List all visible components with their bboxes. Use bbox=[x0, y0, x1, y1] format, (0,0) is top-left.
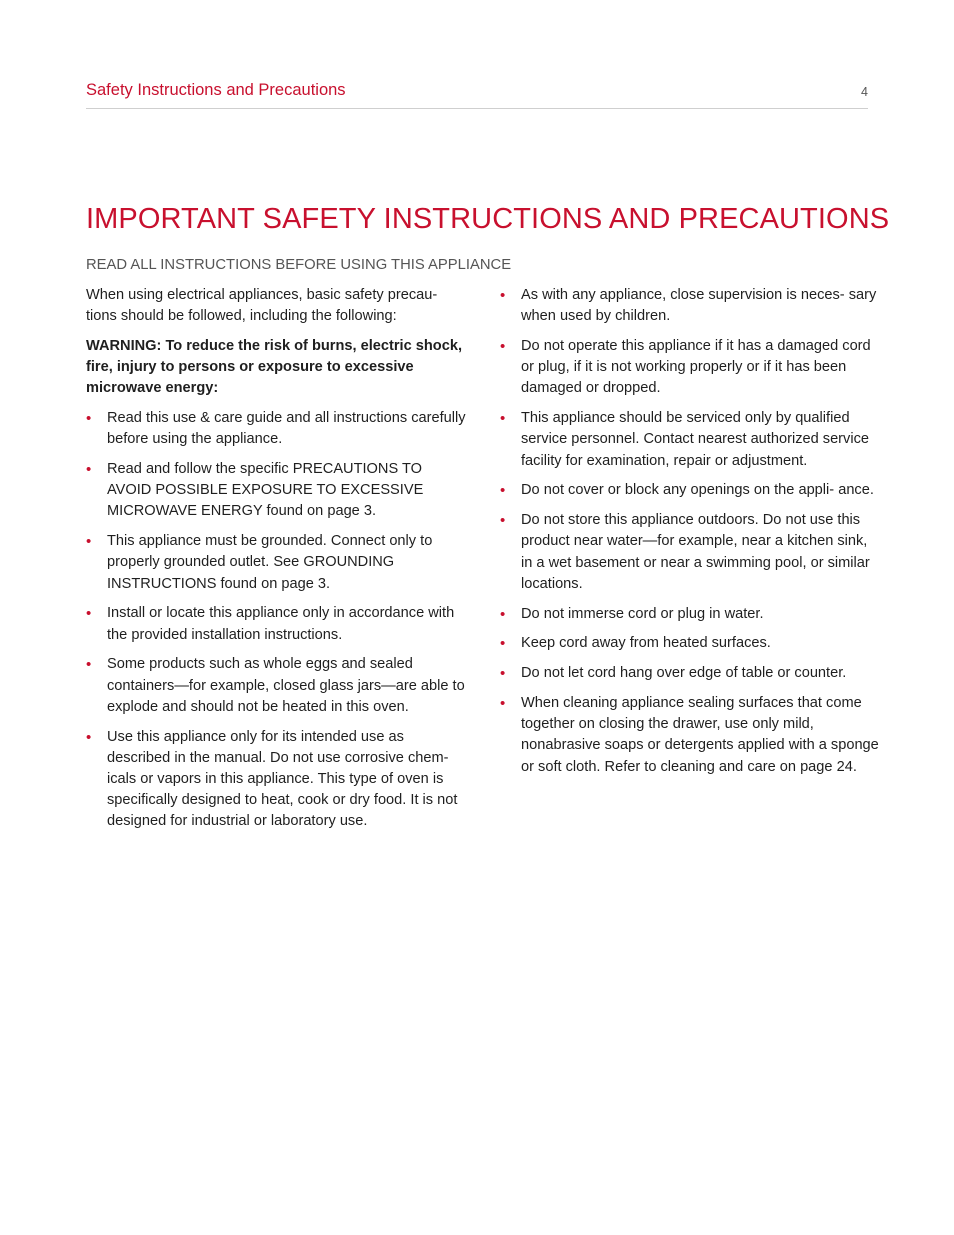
bullet-icon: • bbox=[500, 512, 506, 530]
left-bullet-list bbox=[86, 408, 468, 833]
list-item-text: Install or locate this appliance only in accordance with the provided installation instructions. bbox=[107, 605, 455, 643]
bullet-icon: • bbox=[500, 482, 506, 500]
bullet-icon: • bbox=[86, 461, 92, 479]
right-column bbox=[500, 285, 882, 786]
list-item bbox=[500, 510, 882, 595]
bullet-icon: • bbox=[500, 287, 506, 304]
list-item-text: Read this use & care guide and all instructions carefully before using the appliance. bbox=[107, 410, 466, 448]
bullet-icon: • bbox=[86, 533, 92, 551]
list-item-text: This appliance must be grounded. Connect only to properly grounded outlet. See GROUNDING INSTRUCTIONS found on page 3. bbox=[107, 533, 433, 592]
page-number: 4 bbox=[861, 85, 868, 99]
list-item bbox=[86, 408, 468, 450]
bullet-icon: • bbox=[86, 728, 92, 746]
list-item bbox=[500, 285, 882, 327]
list-item bbox=[86, 531, 468, 595]
bullet-icon: • bbox=[500, 635, 506, 653]
list-item-text: Do not operate this appliance if it has a damaged cord or plug, if it is not working properly or if it has been damaged or dropped. bbox=[521, 338, 871, 397]
list-item-text: This appliance should be serviced only by qualified service personnel. Contact nearest authorized service facility for examination, repair or adjustment. bbox=[521, 410, 869, 469]
section-title: Safety Instructions and Precautions bbox=[86, 81, 346, 99]
list-item bbox=[500, 604, 882, 625]
bullet-icon: • bbox=[500, 410, 506, 428]
list-item-text: Do not cover or block any openings on the appli- ance. bbox=[521, 482, 874, 499]
list-item bbox=[500, 633, 882, 654]
list-item-text: Do not let cord hang over edge of table or counter. bbox=[521, 665, 847, 682]
list-item bbox=[500, 693, 882, 778]
list-item-text: As with any appliance, close supervision is neces- sary when used by children. bbox=[521, 287, 877, 325]
bullet-icon: • bbox=[500, 695, 506, 712]
list-item bbox=[86, 654, 468, 718]
page-subtitle: READ ALL INSTRUCTIONS BEFORE USING THIS APPLIANCE bbox=[86, 257, 512, 273]
bullet-icon: • bbox=[86, 410, 92, 428]
list-item bbox=[500, 663, 882, 684]
bullet-icon: • bbox=[500, 605, 506, 623]
list-item bbox=[500, 336, 882, 400]
bullet-icon: • bbox=[86, 656, 92, 674]
bullet-icon: • bbox=[86, 605, 92, 623]
warning-paragraph: WARNING: To reduce the risk of burns, electric shock, fire, injury to persons or exposure to excessive microwave energy: bbox=[86, 337, 463, 397]
list-item bbox=[86, 727, 468, 833]
list-item-text: Keep cord away from heated surfaces. bbox=[521, 635, 771, 652]
intro-paragraph: When using electrical appliances, basic safety precau- tions should be followed, including the following: bbox=[86, 287, 438, 325]
list-item bbox=[500, 480, 882, 501]
list-item bbox=[86, 459, 468, 523]
list-item bbox=[86, 603, 468, 645]
list-item-text: Some products such as whole eggs and sealed containers—for example, closed glass jars—are able to explode and should not be heated in this oven. bbox=[107, 656, 465, 715]
page-header bbox=[86, 80, 868, 109]
list-item-text: Use this appliance only for its intended use as described in the manual. Do not use corrosive chem- icals or vapors in this appliance. This type of oven is specifically designed to heat, cook or dry food. It is not designed for industrial or laboratory use. bbox=[107, 728, 458, 830]
left-column bbox=[86, 285, 468, 841]
list-item bbox=[500, 408, 882, 472]
bullet-icon: • bbox=[500, 338, 506, 355]
bullet-icon: • bbox=[500, 665, 506, 683]
right-bullet-list bbox=[500, 285, 882, 778]
list-item-text: Do not immerse cord or plug in water. bbox=[521, 605, 764, 622]
list-item-text: When cleaning appliance sealing surfaces that come together on closing the drawer, use only mild, nonabrasive soaps or detergents applied with a sponge or soft cloth. Refer to cleaning and care on page 24. bbox=[521, 695, 879, 775]
list-item-text: Do not store this appliance outdoors. Do not use this product near water—for example, near a kitchen sink, in a wet basement or near a swimming pool, or similar locations. bbox=[521, 512, 870, 592]
page-title: IMPORTANT SAFETY INSTRUCTIONS AND PRECAUTIONS bbox=[86, 203, 890, 235]
list-item-text: Read and follow the specific PRECAUTIONS TO AVOID POSSIBLE EXPOSURE TO EXCESSIVE MICROWAVE ENERGY found on page 3. bbox=[107, 461, 424, 520]
